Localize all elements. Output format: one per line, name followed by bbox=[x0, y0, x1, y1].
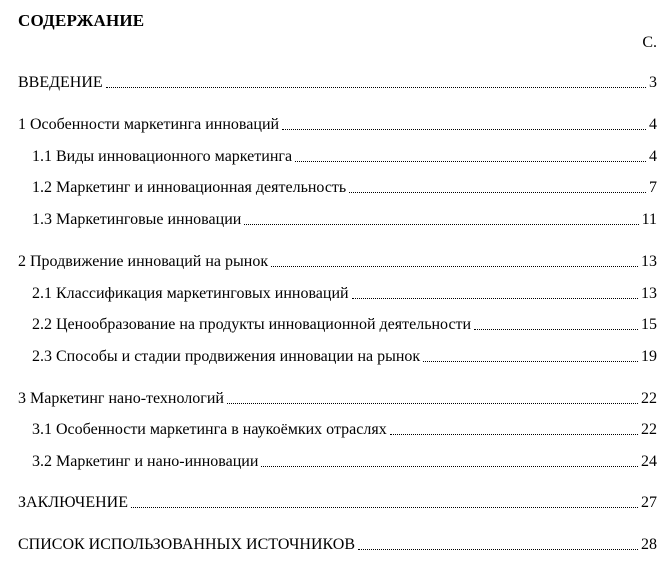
toc-entry-page: 15 bbox=[641, 316, 657, 333]
toc-entry-page: 13 bbox=[641, 285, 657, 302]
toc-entry-section-1-3[interactable] bbox=[32, 210, 657, 230]
toc-entry-page: 28 bbox=[641, 536, 657, 553]
toc-entry-label: 3 Маркетинг нано-технологий bbox=[18, 390, 224, 407]
toc-entry-page: 7 bbox=[649, 179, 657, 196]
toc-entry-label: ВВЕДЕНИЕ bbox=[18, 74, 103, 91]
toc-entry-label: 3.2 Маркетинг и нано-инновации bbox=[32, 453, 259, 470]
dot-leader bbox=[131, 506, 638, 508]
toc-entry-page: 27 bbox=[641, 494, 657, 511]
toc-entry-label: 2.3 Способы и стадии продвижения инновации на рынок bbox=[32, 348, 421, 365]
toc-entry-page: 3 bbox=[649, 74, 657, 91]
toc-entry-section-1-2[interactable] bbox=[32, 178, 657, 198]
toc-entry-label: 1.1 Виды инновационного маркетинга bbox=[32, 148, 293, 165]
toc-entry-section-2-3[interactable] bbox=[32, 347, 657, 367]
toc-entry-label: 1 Особенности маркетинга инноваций bbox=[18, 116, 280, 133]
dot-leader bbox=[295, 160, 646, 162]
dot-leader bbox=[352, 297, 638, 299]
dot-leader bbox=[271, 265, 638, 267]
toc-entry-section-3-2[interactable] bbox=[32, 452, 657, 472]
dot-leader bbox=[244, 223, 638, 225]
toc-entry-page: 24 bbox=[641, 453, 657, 470]
toc-entry-label: 3.1 Особенности маркетинга в наукоёмких отраслях bbox=[32, 421, 387, 438]
toc-title: СОДЕРЖАНИЕ bbox=[18, 11, 145, 30]
toc-entry-label: 2.2 Ценообразование на продукты инновационной деятельности bbox=[32, 316, 472, 333]
toc-entry-page: 13 bbox=[641, 253, 657, 270]
toc-entry-section-3-1[interactable] bbox=[32, 420, 657, 440]
dot-leader bbox=[474, 328, 638, 330]
toc-entry-section-2-1[interactable] bbox=[32, 284, 657, 304]
toc-entry-introduction[interactable] bbox=[18, 73, 657, 93]
toc-entry-chapter-2[interactable] bbox=[18, 252, 657, 272]
toc-entry-section-1-1[interactable] bbox=[32, 147, 657, 167]
toc-entry-label: 1.3 Маркетинговые инновации bbox=[32, 211, 242, 228]
toc-entry-label: 2 Продвижение инноваций на рынок bbox=[18, 253, 269, 270]
page-column-label: С. bbox=[642, 34, 657, 51]
toc-entry-page: 22 bbox=[641, 390, 657, 407]
toc-entry-conclusion[interactable] bbox=[18, 493, 657, 513]
dot-leader bbox=[390, 433, 638, 435]
toc-entry-label: 1.2 Маркетинг и инновационная деятельность bbox=[32, 179, 347, 196]
toc-entry-page: 19 bbox=[641, 348, 657, 365]
dot-leader bbox=[261, 465, 638, 467]
toc-entry-page: 4 bbox=[649, 116, 657, 133]
toc-entry-label: СПИСОК ИСПОЛЬЗОВАННЫХ ИСТОЧНИКОВ bbox=[18, 536, 356, 553]
dot-leader bbox=[358, 548, 638, 550]
dot-leader bbox=[106, 86, 646, 88]
toc-entry-label: 2.1 Классификация маркетинговых инноваций bbox=[32, 285, 349, 302]
dot-leader bbox=[423, 360, 638, 362]
toc-entry-page: 11 bbox=[641, 211, 657, 228]
toc-entry-references[interactable] bbox=[18, 535, 657, 555]
toc-entry-page: 4 bbox=[649, 148, 657, 165]
toc-entry-label: ЗАКЛЮЧЕНИЕ bbox=[18, 494, 128, 511]
dot-leader bbox=[349, 191, 646, 193]
toc-entry-chapter-1[interactable] bbox=[18, 115, 657, 135]
dot-leader bbox=[227, 402, 638, 404]
dot-leader bbox=[282, 128, 646, 130]
toc-entry-chapter-3[interactable] bbox=[18, 389, 657, 409]
toc-entry-page: 22 bbox=[641, 421, 657, 438]
toc-entry-section-2-2[interactable] bbox=[32, 315, 657, 335]
